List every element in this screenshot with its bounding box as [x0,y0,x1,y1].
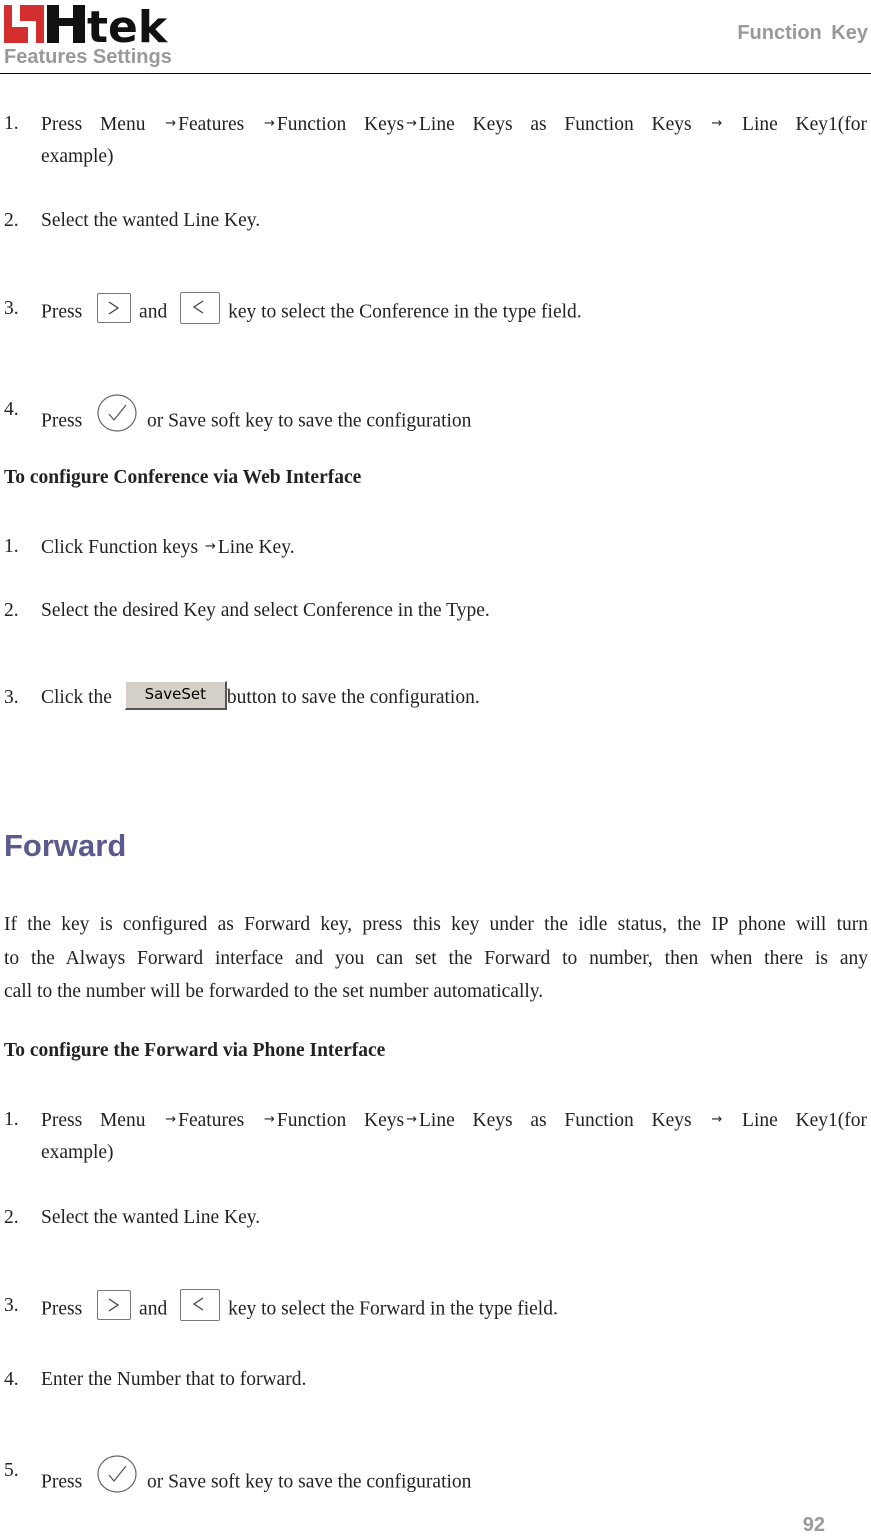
htek-logo [3,4,193,46]
right-key-icon [97,1290,131,1320]
right-key-icon [97,293,131,323]
chapter-title: Function Key [737,22,868,44]
heading-conf-web: To configure Conference via Web Interface [4,467,362,488]
ok-key-icon [97,1454,137,1494]
section-title: Features Settings [4,46,172,68]
header-divider [0,73,871,74]
left-key-icon [180,292,220,324]
forward-title: Forward [4,828,127,863]
saveset-button: SaveSet [125,681,227,710]
page-number: 92 [802,1514,825,1536]
heading-forward-phone: To configure the Forward via Phone Interface [4,1040,386,1061]
forward-description: If the key is configured as Forward key, press this key under the idle status, the IP phone will turn to the Always Forward interface and you can set the Forward to number, then when there is any call to the number will be forwarded to the set number automatically. [4,914,868,1002]
ok-key-icon [97,393,137,433]
svg-text:tek: tek [87,4,168,46]
left-key-icon [180,1289,220,1321]
